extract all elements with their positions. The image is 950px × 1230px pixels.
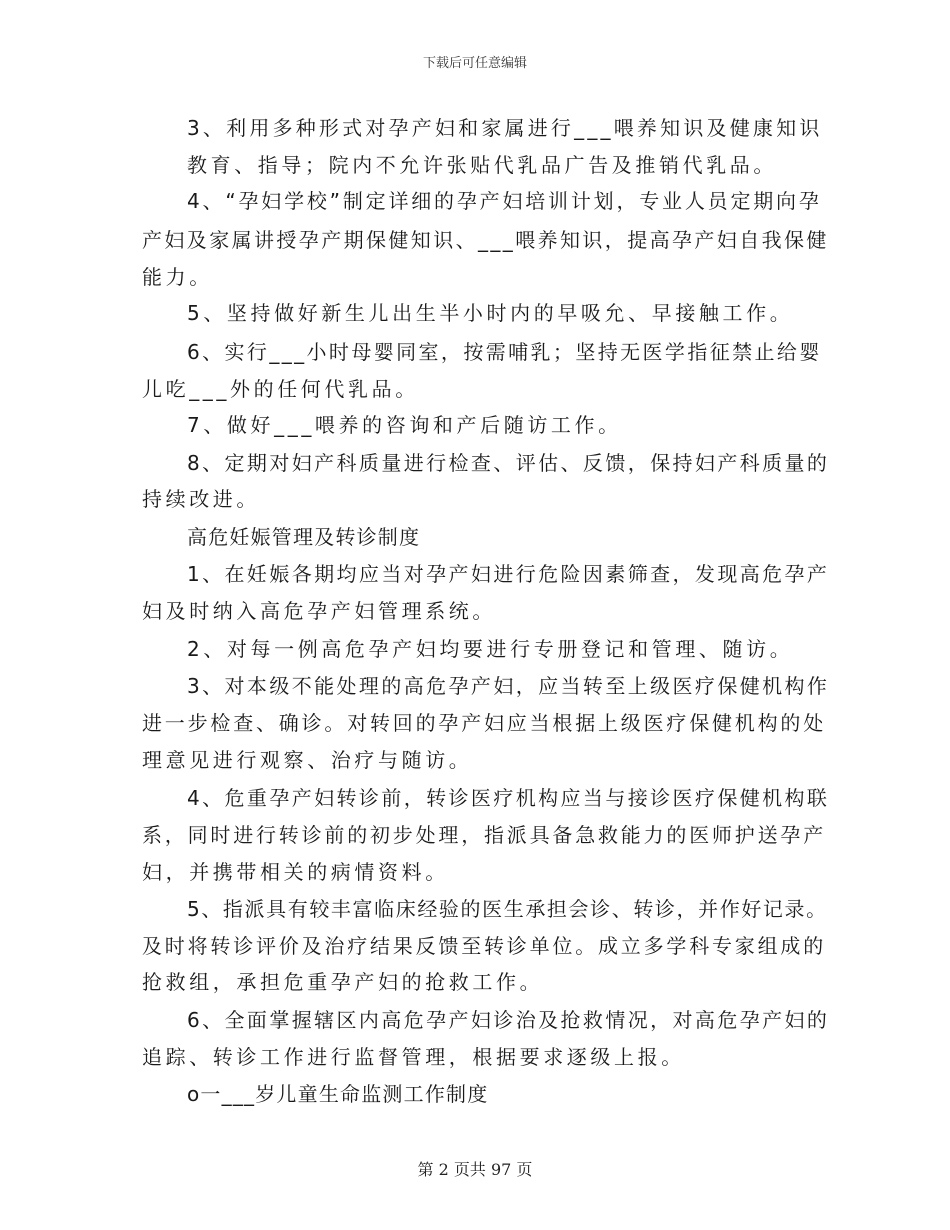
paragraph-line: 追踪、转诊工作进行监督管理，根据要求逐级上报。: [142, 1045, 685, 1069]
paragraph-line: 进一步检查、确诊。对转回的孕产妇应当根据上级医疗保健机构的处: [142, 711, 826, 735]
paragraph-line: 理意见进行观察、治疗与随访。: [142, 748, 473, 772]
paragraph-line: 3、利用多种形式对孕产妇和家属进行___喂养知识及健康知识: [187, 116, 823, 140]
paragraph-line: 妇及时纳入高危孕产妇管理系统。: [142, 599, 496, 623]
paragraph-line: 5、指派具有较丰富临床经验的医生承担会诊、转诊，并作好记录。: [187, 897, 828, 921]
paragraph-line: 产妇及家属讲授孕产期保健知识、___喂养知识，提高孕产妇自我保健: [142, 228, 829, 252]
paragraph-line: 儿吃___外的任何代乳品。: [142, 377, 419, 401]
paragraph-line: 持续改进。: [142, 487, 260, 511]
paragraph-line: 4、“孕妇学校”制定详细的孕产妇培训计划，专业人员定期向孕: [187, 189, 822, 213]
paragraph-line: 系，同时进行转诊前的初步处理，指派具备急救能力的医师护送孕产: [142, 823, 826, 847]
paragraph-line: 7、做好___喂养的咨询和产后随访工作。: [187, 413, 622, 437]
page-header: 下载后可任意编辑: [422, 56, 527, 71]
paragraph-line: 教育、指导；院内不允许张贴代乳品广告及推销代乳品。: [187, 153, 777, 177]
page-footer: 第 2 页共 97 页: [417, 1160, 533, 1179]
paragraph-line: 能力。: [142, 265, 213, 289]
paragraph-line: 1、在妊娠各期均应当对孕产妇进行危险因素筛查，发现高危孕产: [187, 562, 830, 586]
paragraph-line: 3、对本级不能处理的高危孕产妇，应当转至上级医疗保健机构作: [187, 674, 830, 698]
paragraph-line: 2、对每一例高危孕产妇均要进行专册登记和管理、随访。: [187, 637, 794, 661]
section-heading: 高危妊娠管理及转诊制度: [187, 525, 421, 549]
paragraph-line: 6、全面掌握辖区内高危孕产妇诊治及抢救情况，对高危孕产妇的: [187, 1008, 830, 1032]
paragraph-line: 4、危重孕产妇转诊前，转诊医疗机构应当与接诊医疗保健机构联: [187, 786, 830, 810]
paragraph-line: 5、坚持做好新生儿出生半小时内的早吸允、早接触工作。: [187, 301, 794, 325]
paragraph-line: 抢救组，承担危重孕产妇的抢救工作。: [142, 970, 544, 994]
paragraph-line: 及时将转诊评价及治疗结果反馈至转诊单位。成立多学科专家组成的: [142, 934, 826, 958]
paragraph-line: 8、定期对妇产科质量进行检查、评估、反馈，保持妇产科质量的: [187, 451, 830, 475]
paragraph-line: 6、实行___小时母婴同室，按需哺乳；坚持无医学指征禁止给婴: [187, 340, 822, 364]
section-heading: o一___岁儿童生命监测工作制度: [187, 1082, 489, 1106]
paragraph-line: 妇，并携带相关的病情资料。: [142, 860, 449, 884]
